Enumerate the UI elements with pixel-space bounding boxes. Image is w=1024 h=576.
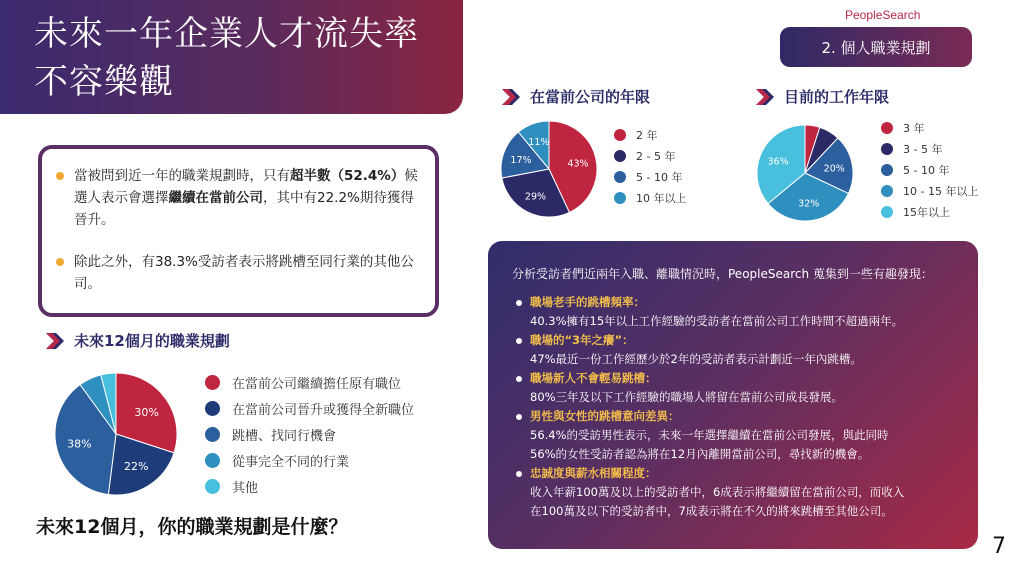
legend-label: 3 - 5 年 <box>903 142 943 156</box>
pie-chart-experience <box>756 124 854 222</box>
legend-item <box>614 166 687 187</box>
pie-slice-label: 32% <box>798 198 820 210</box>
legend-label: 從事完全不同的行業 <box>232 454 350 470</box>
section-title-tenure: 在當前公司的年限 <box>530 88 651 106</box>
findings-intro: 分析受訪者們近兩年入職、離職情況時，PeopleSearch 蒐集到一些有趣發現： <box>512 267 933 281</box>
section-header-plan <box>46 330 230 351</box>
legend-swatch <box>205 453 220 468</box>
pie-slice-label: 20% <box>823 163 845 175</box>
closing-question: 未來12個月，你的職業規劃是什麼？ <box>36 516 348 538</box>
legend-item <box>881 138 978 159</box>
legend-label: 跳槽、找同行機會 <box>232 428 337 444</box>
legend-swatch <box>881 164 893 176</box>
finding-body: 47%最近一份工作經歷少於2年的受訪者表示計劃近一年內跳槽。 <box>530 352 862 366</box>
section-pill: 2. 個人職業規劃 <box>780 27 972 67</box>
pie-slice-label: 11% <box>528 136 550 148</box>
pie-slice-label: 29% <box>524 191 547 203</box>
finding-heading: 職場老手的跳槽頻率： <box>516 293 903 312</box>
bullet2-text: 除此之外，有38.3%受訪者表示將跳槽至同行業的其他公司。 <box>74 254 414 292</box>
legend-swatch <box>881 185 893 197</box>
finding-body-2: 在100萬及以下的受訪者中，7成表示將在不久的將來跳槽至其他公司。 <box>530 504 893 518</box>
title-line-1: 未來一年企業人才流失率 <box>34 14 419 54</box>
legend-label: 10 - 15 年以上 <box>903 184 979 198</box>
finding-body: 40.3%擁有15年以上工作經驗的受訪者在當前公司工作時間不超過兩年。 <box>530 314 904 328</box>
page-title <box>34 10 419 106</box>
legend-swatch <box>614 129 626 141</box>
bullet1-bold-1: 超半數（52.4%） <box>290 168 405 184</box>
finding-body: 56.4%的受訪男性表示，未來一年選擇繼續在當前公司發展，與此同時 <box>530 428 889 442</box>
section-title-experience: 目前的工作年限 <box>784 88 890 106</box>
legend-item <box>205 421 414 447</box>
section-title-plan: 未來12個月的職業規劃 <box>74 332 230 350</box>
legend-plan <box>205 369 414 499</box>
legend-item <box>881 201 978 222</box>
legend-item <box>881 117 978 138</box>
section-header-experience <box>756 86 889 107</box>
legend-swatch <box>205 427 220 442</box>
section-arrow-icon <box>756 89 774 105</box>
legend-swatch <box>614 171 626 183</box>
finding-item <box>516 293 903 331</box>
legend-item <box>614 124 687 145</box>
bullet1-text-mid: 候選人表示會選擇 <box>74 168 418 206</box>
pie-slice-label: 43% <box>567 158 589 170</box>
legend-swatch <box>614 192 626 204</box>
pie-slice-label: 36% <box>767 156 789 168</box>
section-arrow-icon <box>46 333 64 349</box>
section-header-tenure <box>502 86 650 107</box>
pie-chart-plan <box>54 372 178 496</box>
finding-item <box>516 464 904 521</box>
bullet1-bold-2: 繼續在當前公司 <box>168 190 263 206</box>
legend-label: 2 - 5 年 <box>636 149 676 163</box>
legend-tenure <box>614 124 687 208</box>
legend-swatch <box>205 375 220 390</box>
summary-box <box>38 145 439 317</box>
brand-logo-text: PeopleSearch <box>845 8 921 22</box>
legend-item <box>205 473 414 499</box>
pie-slice-label: 38% <box>67 437 92 451</box>
legend-item <box>205 395 414 421</box>
legend-item <box>881 159 978 180</box>
legend-item <box>614 145 687 166</box>
legend-label: 15年以上 <box>903 205 950 219</box>
legend-experience <box>881 117 978 222</box>
finding-body: 收入年薪100萬及以上的受訪者中，6成表示將繼續留在當前公司，而收入 <box>530 485 905 499</box>
legend-swatch <box>205 479 220 494</box>
legend-item <box>614 187 687 208</box>
summary-bullet-1 <box>60 165 420 231</box>
legend-item <box>205 447 414 473</box>
legend-swatch <box>881 143 893 155</box>
bullet1-text: 當被問到近一年的職業規劃時，只有 <box>74 168 290 184</box>
pie-slice-label: 30% <box>134 405 159 419</box>
finding-heading: 忠誠度與薪水相關程度： <box>516 464 904 483</box>
legend-label: 在當前公司繼續擔任原有職位 <box>232 376 402 392</box>
finding-item <box>516 407 889 464</box>
pie-slice-label: 22% <box>124 459 149 473</box>
legend-label: 5 - 10 年 <box>903 163 950 177</box>
summary-bullet-2 <box>60 251 420 295</box>
page-number: 7 <box>992 534 1006 559</box>
legend-swatch <box>205 401 220 416</box>
bullet-dot-icon <box>56 258 64 266</box>
finding-item <box>516 369 843 407</box>
pie-chart-tenure <box>500 120 598 218</box>
bullet-dot-icon <box>56 172 64 180</box>
title-line-2: 不容樂觀 <box>34 62 174 102</box>
legend-label: 10 年以上 <box>636 191 687 205</box>
legend-label: 其他 <box>232 480 259 496</box>
legend-swatch <box>881 206 893 218</box>
pie-slice-label: 17% <box>510 154 532 166</box>
bullet1-text-post: ，其中有22.2%期待獲得晉升。 <box>74 190 414 228</box>
legend-label: 5 - 10 年 <box>636 170 683 184</box>
finding-body: 80%三年及以下工作經驗的職場人將留在當前公司成長發展。 <box>530 390 844 404</box>
findings-panel <box>488 241 978 549</box>
finding-heading: 男性與女性的跳槽意向差異： <box>516 407 889 426</box>
finding-body-2: 56%的女性受訪者認為將在12月內離開當前公司，尋找新的機會。 <box>530 447 870 461</box>
legend-swatch <box>881 122 893 134</box>
legend-item <box>205 369 414 395</box>
legend-label: 2 年 <box>636 128 658 142</box>
legend-item <box>881 180 978 201</box>
legend-label: 3 年 <box>903 121 925 135</box>
title-banner <box>0 0 463 114</box>
legend-swatch <box>614 150 626 162</box>
finding-heading: 職場新人不會輕易跳槽： <box>516 369 843 388</box>
section-arrow-icon <box>502 89 520 105</box>
finding-item <box>516 331 862 369</box>
legend-label: 在當前公司晉升或獲得全新職位 <box>232 402 415 418</box>
finding-heading: 職場的“3年之癢”： <box>516 331 862 350</box>
